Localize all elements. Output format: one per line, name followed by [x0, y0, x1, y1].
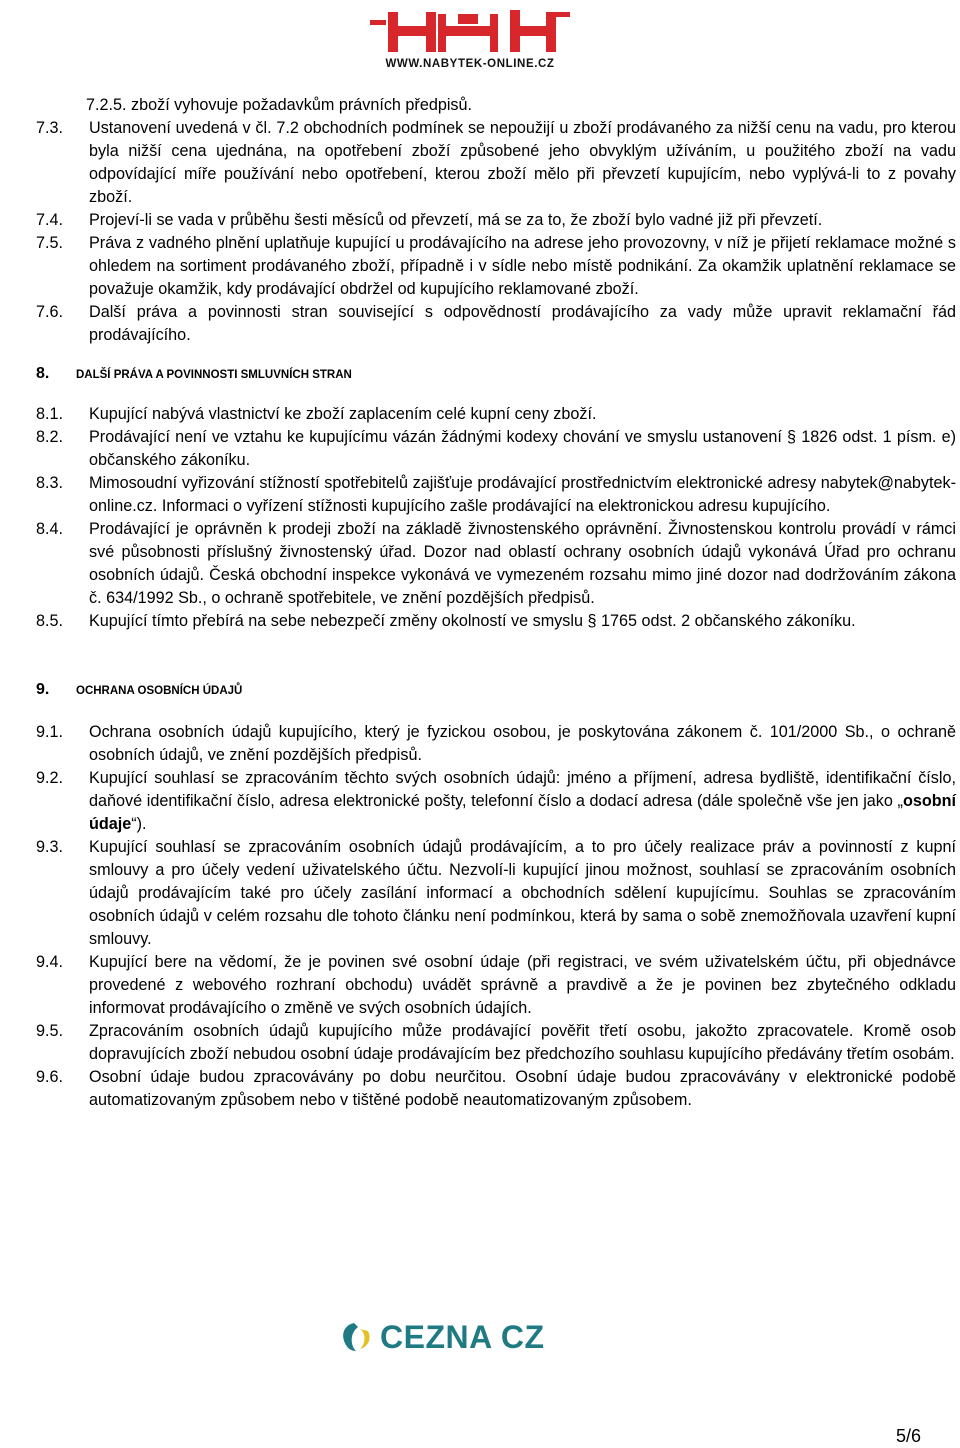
clause-7-5 [36, 232, 956, 301]
clause-9-2 [36, 767, 956, 836]
clause-number: 7.4. [36, 211, 64, 229]
clause-text: Kupující tímto přebírá na sebe nebezpečí změny okolností ve smyslu § 1765 odst. 2 občanského zákoníku. [89, 612, 856, 630]
clause-text: Prodávající není ve vztahu ke kupujícímu vázán žádnými kodexy chování ve smyslu ustanovení § 1826 odst. 1 písm. e) občanského zákoníku. [89, 428, 956, 469]
clause-8-5 [36, 610, 956, 633]
clause-text: Další práva a povinnosti stran související s odpovědností prodávajícího za vady může upravit reklamační řád prodávajícího. [89, 303, 956, 344]
defined-term: osobní údaje [89, 792, 956, 833]
clause-7-4 [36, 209, 956, 232]
clause-text: Ustanovení uvedená v čl. 7.2 obchodních podmínek se nepoužijí u zboží prodávaného za nižší cenu na vadu, pro kterou byla nižší cena ujednána, na opotřebení zboží způsobené jeho obvyklým užíváním, u použitého zboží na vadu odpovídající míře používání nebo opotřebení, kterou zboží mělo při převzetí kupujícím, nebo vyplývá-li to z povahy zboží. [89, 119, 956, 206]
clause-text: Ochrana osobních údajů kupujícího, který je fyzickou osobou, je poskytována zákonem č. 101/2000 Sb., o ochraně osobních údajů, ve znění pozdějších předpisů. [89, 723, 956, 764]
clause-number: 7.3. [36, 119, 64, 137]
clause-8-3 [36, 472, 956, 518]
clause-text: Kupující souhlasí se zpracováním osobních údajů prodávajícím, a to pro účely realizace práv a povinností z kupní smlouvy a pro účely vedení uživatelského účtu. Nezvolí-li kupující jinou možnost, souhlasí se zpracováním osobních údajů prodávajícím také pro účely zasílání informací a obchodních sdělení kupujícímu. Souhlas se zpracováním osobních údajů v celém rozsahu dle tohoto článku není podmínkou, která by sama o sobě znemožňovala uzavření kupní smlouvy. [89, 838, 956, 948]
clause-text: Osobní údaje budou zpracovávány po dobu neurčitou. Osobní údaje budou zpracovávány v elektronické podobě automatizovaným způsobem nebo v tištěné podobě neautomatizovaným způsobem. [89, 1068, 956, 1109]
clause-number: 8.5. [36, 612, 64, 630]
clause-9-1 [36, 721, 956, 767]
clause-number: 9.5. [36, 1022, 64, 1040]
clause-text: Kupující bere na vědomí, že je povinen své osobní údaje (při registraci, ve svém uživatelském účtu, při objednávce provedené z webového rozhraní obchodu) uvádět správně a pravdivě a že je povinen bez zbytečného odkladu informovat prodávajícího o změně ve svých osobních údajích. [89, 953, 956, 1017]
page-number: 5/6 [896, 1426, 922, 1446]
clause-number: 7.5. [36, 234, 64, 252]
clause-9-3 [36, 836, 956, 951]
clause-number: 8.4. [36, 520, 64, 538]
header-logo [350, 6, 590, 72]
section-title: DALŠÍ PRÁVA A POVINNOSTI SMLUVNÍCH STRAN [76, 369, 352, 381]
clause-9-6 [36, 1066, 956, 1112]
clause-text: Práva z vadného plnění uplatňuje kupující u prodávajícího na adrese jeho provozovny, v níž je přijetí reklamace možné s ohledem na sortiment prodávaného zboží, případně i v sídle nebo místě podnikání. Za okamžik uplatnění reklamace se považuje okamžik, kdy prodávající obdržel od kupujícího reklamované zboží. [89, 234, 956, 298]
clause-9-5 [36, 1020, 956, 1066]
clause-text: Kupující nabývá vlastnictví ke zboží zaplacením celé kupní ceny zboží. [89, 405, 597, 423]
clause-9-4 [36, 951, 956, 1020]
clause-number: 9.2. [36, 769, 64, 787]
clause-number: 9.1. [36, 723, 64, 741]
section-number: 9. [36, 681, 50, 698]
clause-number: 9.3. [36, 838, 64, 856]
clause-number: 8.1. [36, 405, 64, 423]
section-number: 8. [36, 365, 50, 382]
logo-website-text: WWW.NABYTEK-ONLINE.CZ [385, 58, 555, 70]
cezna-text: CEZNA CZ [380, 1318, 545, 1355]
clause-7-3 [36, 117, 956, 209]
clause-number: 9.6. [36, 1068, 64, 1086]
clause-text: Mimosoudní vyřizování stížností spotřebitelů zajišťuje prodávající prostřednictvím elektronické adresy nabytek@nabytek-online.cz. Informaci o vyřízení stížnosti kupujícího zašle prodávající na elektronickou adresu kupujícího. [89, 474, 956, 515]
clause-text-part: “). [131, 815, 147, 833]
clause-number: 7.6. [36, 303, 64, 321]
section-9-heading [36, 681, 956, 699]
clause-7-6 [36, 301, 956, 347]
section-title: OCHRANA OSOBNÍCH ÚDAJŮ [76, 685, 243, 697]
clause-number: 9.4. [36, 953, 64, 971]
cezna-logo [336, 1318, 545, 1356]
clause-text-part: Kupující souhlasí se zpracováním těchto svých osobních údajů: jméno a příjmení, adresa bydliště, identifikační číslo, daňové identifikační číslo, adresa elektronické pošty, telefonní číslo a dodací adresa (dále společně vše jen jako „ [89, 769, 956, 810]
section-8-heading [36, 365, 956, 383]
clause-number: 8.2. [36, 428, 64, 446]
cezna-mark-icon [336, 1319, 376, 1355]
clause-text: Zpracováním osobních údajů kupujícího může prodávající pověřit třetí osobu, jakožto zpracovatele. Kromě osob dopravujících zboží nebudou osobní údaje prodávajícím bez předchozího souhlasu kupujícího předávány třetím osobám. [89, 1022, 956, 1063]
nabytek-logo-icon [364, 6, 576, 56]
clause-text [89, 767, 956, 836]
clause-8-4 [36, 518, 956, 610]
clause-7-2-5: 7.2.5. zboží vyhovuje požadavkům právních předpisů. [86, 96, 473, 114]
clause-text: Prodávající je oprávněn k prodeji zboží na základě živnostenského oprávnění. Živnostenskou kontrolu provádí v rámci své působnosti příslušný živnostenský úřad. Dozor nad oblastí ochrany osobních údajů vykonává Úřad pro ochranu osobních údajů. Česká obchodní inspekce vykonává ve vymezeném rozsahu mimo jiné dozor nad dodržováním zákona č. 634/1992 Sb., o ochraně spotřebitele, ve znění pozdějších předpisů. [89, 520, 956, 607]
clause-number: 8.3. [36, 474, 64, 492]
clause-8-1 [36, 403, 956, 426]
document-body [36, 94, 956, 1112]
clause-8-2 [36, 426, 956, 472]
clause-text: Projeví-li se vada v průběhu šesti měsíců od převzetí, má se za to, že zboží bylo vadné již při převzetí. [89, 211, 823, 229]
